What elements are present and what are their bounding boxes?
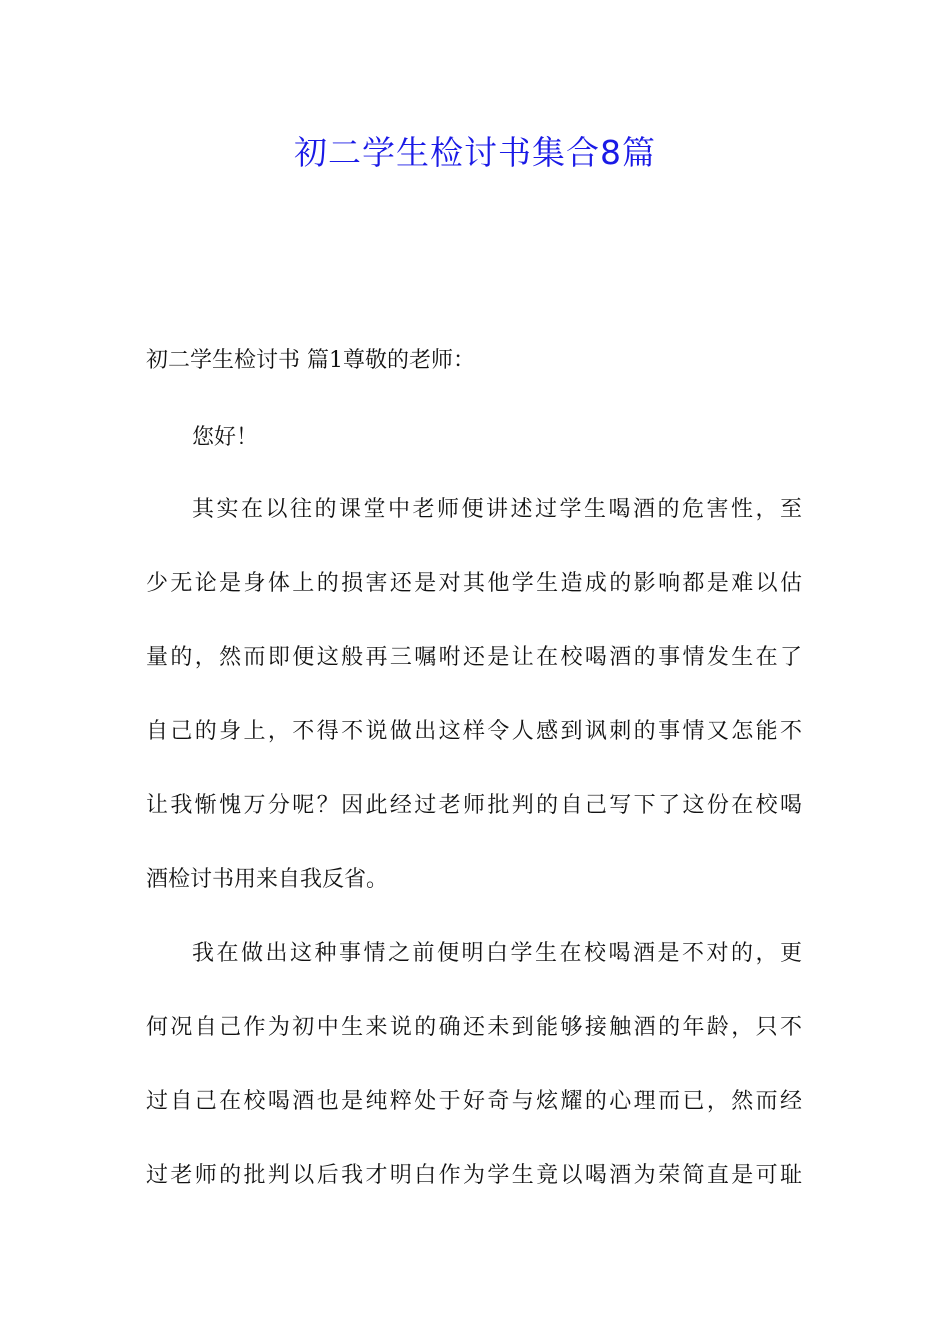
- paragraph-line: 过自己在校喝酒也是纯粹处于好奇与炫耀的心理而已，然而经: [146, 1089, 802, 1114]
- paragraph-line: 何况自己作为初中生来说的确还未到能够接触酒的年龄，只不: [146, 1015, 802, 1040]
- paragraph-line: 量的，然而即便这般再三嘱咐还是让在校喝酒的事情发生在了: [146, 645, 802, 670]
- document-title: 初二学生检讨书集合8篇: [294, 133, 656, 172]
- paragraph-line: 让我惭愧万分呢？因此经过老师批判的自己写下了这份在校喝: [146, 793, 802, 818]
- paragraph-line: 自己的身上，不得不说做出这样令人感到讽刺的事情又怎能不: [146, 719, 802, 744]
- paragraph-line: 酒检讨书用来自我反省。: [146, 867, 389, 892]
- paragraph-line: 过老师的批判以后我才明白作为学生竟以喝酒为荣简直是可耻: [146, 1163, 802, 1188]
- paragraph-line: 我在做出这种事情之前便明白学生在校喝酒是不对的，更: [192, 941, 802, 966]
- greeting-line: 您好！: [192, 425, 259, 450]
- paragraph-line: 少无论是身体上的损害还是对其他学生造成的影响都是难以估: [146, 571, 802, 596]
- document-body: [146, 0, 806, 1344]
- paragraph-line: 其实在以往的课堂中老师便讲述过学生喝酒的危害性，至: [192, 497, 802, 522]
- section-heading: 初二学生检讨书 篇1尊敬的老师：: [146, 348, 475, 373]
